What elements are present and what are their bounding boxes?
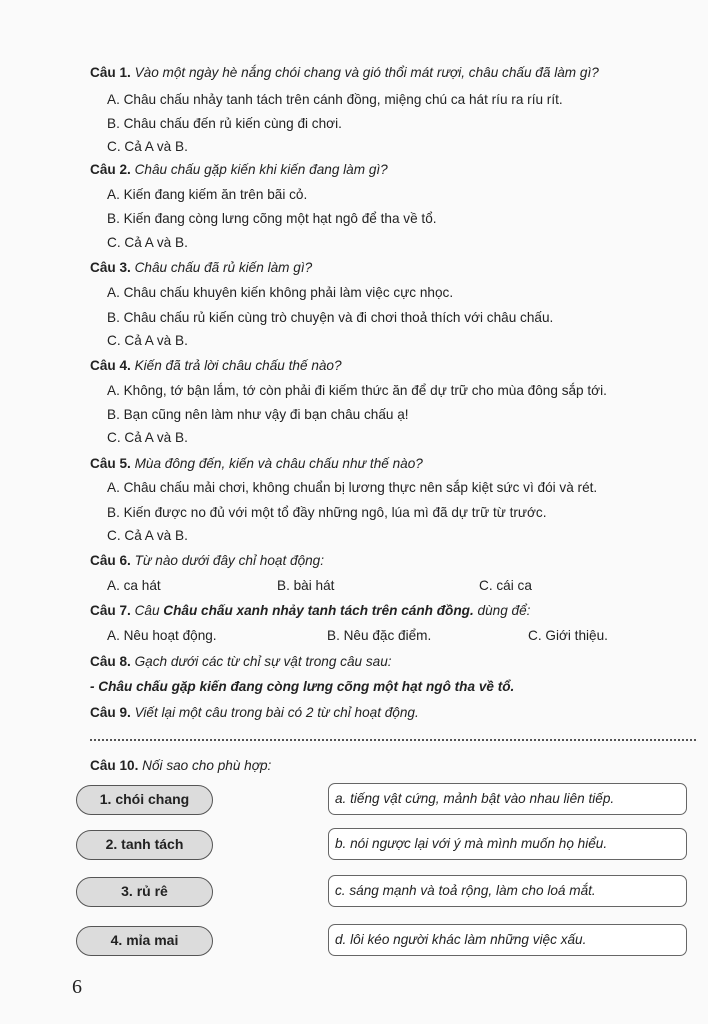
question-number: Câu 10. — [90, 758, 139, 773]
question-text: Châu chấu gặp kiến khi kiến đang làm gì? — [134, 162, 388, 177]
question-6 — [90, 553, 324, 568]
question-text: Viết lại một câu trong bài có 2 từ chỉ hoạt động. — [134, 705, 419, 720]
match-left-4[interactable]: 4. mỉa mai — [76, 926, 213, 956]
option-6a: A. ca hát — [107, 578, 161, 593]
option-4b: B. Bạn cũng nên làm như vậy đi bạn châu chấu ạ! — [107, 407, 409, 422]
question-10 — [90, 758, 271, 773]
answer-line[interactable] — [90, 737, 696, 741]
option-5b: B. Kiến được no đủ với một tổ đầy những ngô, lúa mì đã dự trữ từ trước. — [107, 505, 547, 520]
match-right-b[interactable]: b. nói ngược lại với ý mà mình muốn họ hiểu. — [328, 828, 687, 860]
option-2b: B. Kiến đang còng lưng cõng một hạt ngô để tha về tổ. — [107, 211, 437, 226]
question-5 — [90, 456, 423, 471]
option-7a: A. Nêu hoạt động. — [107, 628, 217, 643]
question-number: Câu 6. — [90, 553, 131, 568]
question-number: Câu 4. — [90, 358, 131, 373]
match-left-3[interactable]: 3. rủ rê — [76, 877, 213, 907]
question-text: Từ nào dưới đây chỉ hoạt động: — [134, 553, 325, 568]
question-number: Câu 5. — [90, 456, 131, 471]
option-3a: A. Châu chấu khuyên kiến không phải làm việc cực nhọc. — [107, 285, 454, 300]
question-number: Câu 3. — [90, 260, 131, 275]
question-text: Kiến đã trả lời châu chấu thế nào? — [134, 358, 342, 373]
match-right-c[interactable]: c. sáng mạnh và toả rộng, làm cho loá mắt. — [328, 875, 687, 907]
question-1 — [90, 65, 599, 80]
question-number: Câu 7. — [90, 603, 131, 618]
question-text: Châu chấu đã rủ kiến làm gì? — [134, 260, 313, 275]
question-8 — [90, 654, 392, 669]
match-right-d[interactable]: d. lôi kéo người khác làm những việc xấu. — [328, 924, 687, 956]
question-3 — [90, 260, 312, 275]
question-text: Nối sao cho phù hợp: — [142, 758, 272, 773]
option-7b: B. Nêu đặc điểm. — [327, 628, 432, 643]
question-8-sentence: - Châu chấu gặp kiến đang còng lưng cõng một hạt ngô tha về tổ. — [90, 679, 515, 694]
question-number: Câu 1. — [90, 65, 131, 80]
option-1c: C. Cả A và B. — [107, 139, 188, 154]
option-1b: B. Châu chấu đến rủ kiến cùng đi chơi. — [107, 116, 342, 131]
option-3b: B. Châu chấu rủ kiến cùng trò chuyện và đi chơi thoả thích với châu chấu. — [107, 310, 554, 325]
question-sentence: Châu chấu xanh nhảy tanh tách trên cánh đồng. — [163, 603, 474, 618]
option-5a: A. Châu chấu mải chơi, không chuẩn bị lương thực nên sắp kiệt sức vì đói và rét. — [107, 480, 598, 495]
question-2 — [90, 162, 388, 177]
option-7c: C. Giới thiệu. — [528, 628, 608, 643]
question-number: Câu 8. — [90, 654, 131, 669]
match-left-1[interactable]: 1. chói chang — [76, 785, 213, 815]
question-9 — [90, 705, 419, 720]
option-4c: C. Cả A và B. — [107, 430, 188, 445]
question-number: Câu 2. — [90, 162, 131, 177]
question-text: Vào một ngày hè nắng chói chang và gió thổi mát rượi, châu chấu đã làm gì? — [134, 65, 599, 80]
option-2a: A. Kiến đang kiếm ăn trên bãi cỏ. — [107, 187, 308, 202]
question-text-pre: Câu — [134, 603, 164, 618]
option-2c: C. Cả A và B. — [107, 235, 188, 250]
question-4 — [90, 358, 342, 373]
option-3c: C. Cả A và B. — [107, 333, 188, 348]
question-text: Mùa đông đến, kiến và châu chấu như thế nào? — [134, 456, 423, 471]
option-4a: A. Không, tớ bận lắm, tớ còn phải đi kiếm thức ăn để dự trữ cho mùa đông sắp tới. — [107, 383, 607, 398]
option-6b: B. bài hát — [277, 578, 335, 593]
option-1a: A. Châu chấu nhảy tanh tách trên cánh đồng, miệng chú ca hát ríu ra ríu rít. — [107, 92, 563, 107]
question-number: Câu 9. — [90, 705, 131, 720]
question-text: Gạch dưới các từ chỉ sự vật trong câu sau: — [134, 654, 392, 669]
question-text-post: dùng để: — [473, 603, 531, 618]
option-5c: C. Cả A và B. — [107, 528, 188, 543]
page-number: 6 — [72, 976, 82, 998]
question-7 — [90, 603, 530, 618]
option-6c: C. cái ca — [479, 578, 532, 593]
match-left-2[interactable]: 2. tanh tách — [76, 830, 213, 860]
match-right-a[interactable]: a. tiếng vật cứng, mảnh bật vào nhau liên tiếp. — [328, 783, 687, 815]
